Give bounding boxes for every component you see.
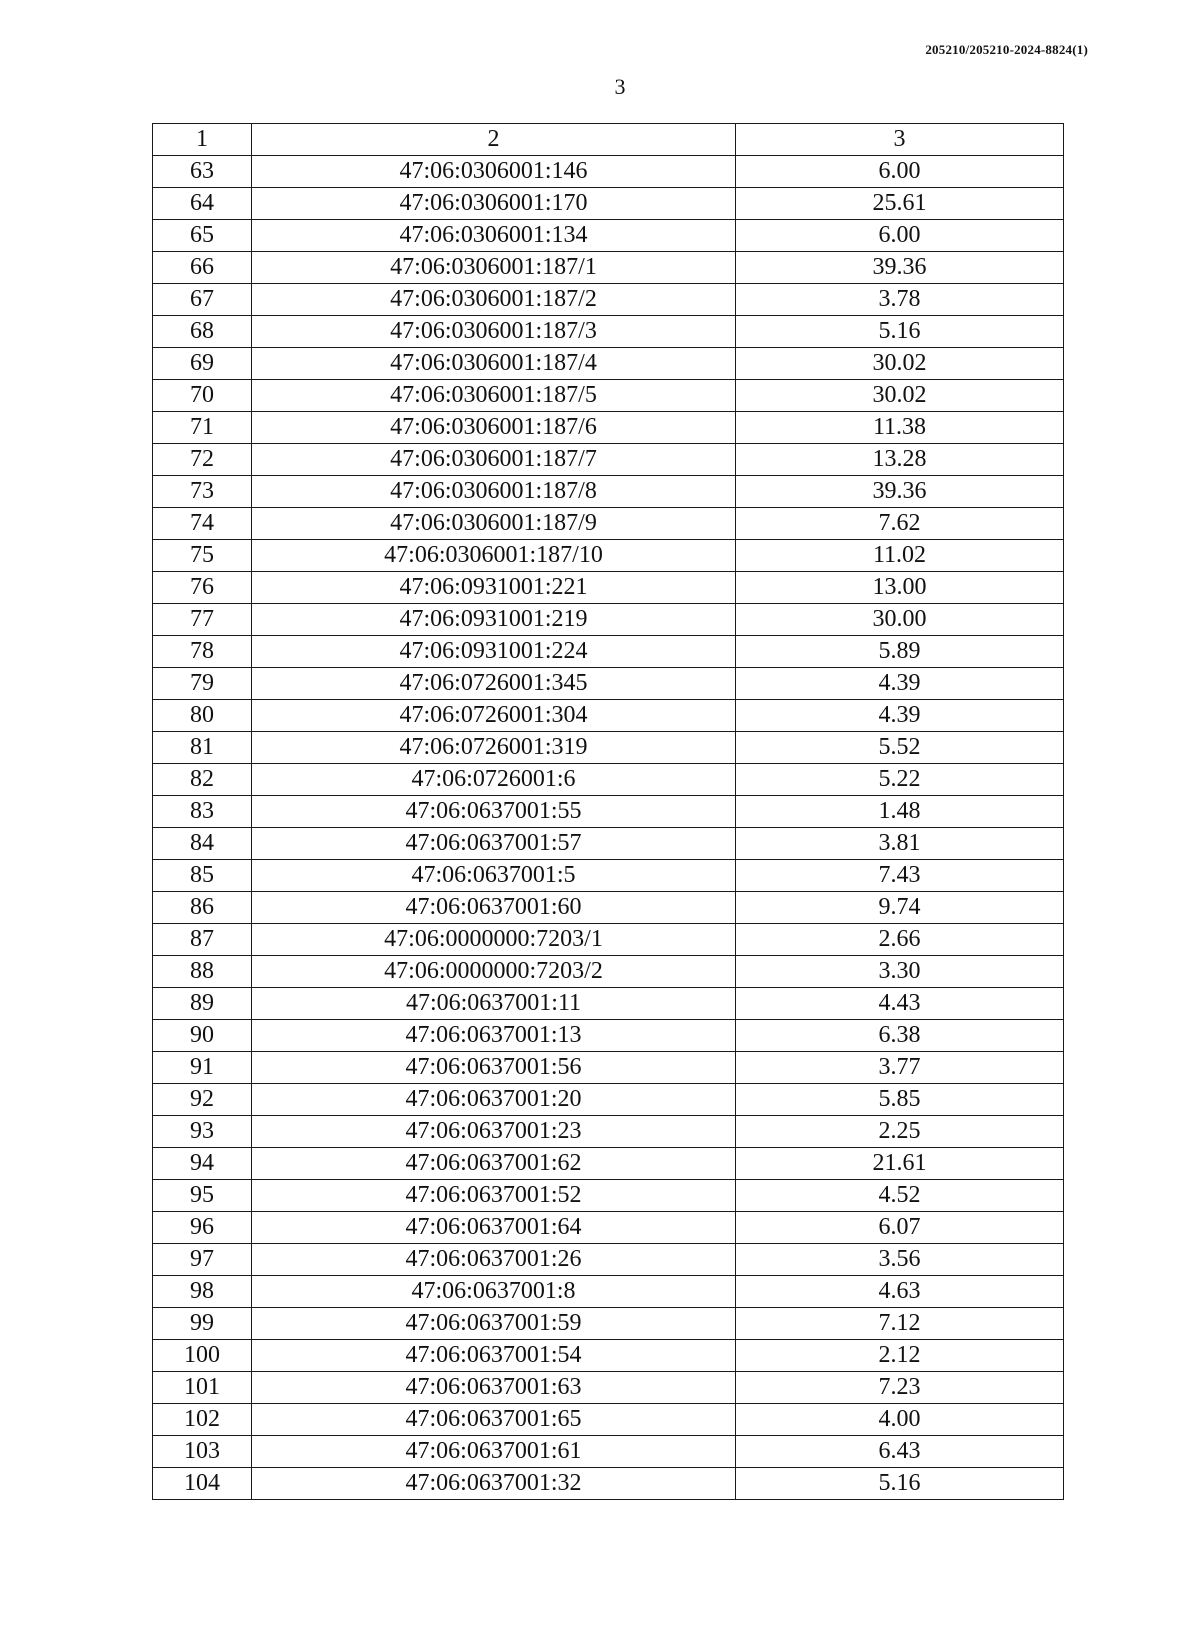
value-cell: 5.89	[736, 636, 1064, 668]
value-cell: 1.48	[736, 796, 1064, 828]
value-cell: 3.56	[736, 1244, 1064, 1276]
cadastral-number-cell: 47:06:0306001:187/8	[252, 476, 736, 508]
value-cell: 30.02	[736, 348, 1064, 380]
value-cell: 7.62	[736, 508, 1064, 540]
table-row	[153, 796, 1064, 828]
column-header-1: 1	[153, 124, 252, 156]
table-row	[153, 956, 1064, 988]
value-cell: 2.12	[736, 1340, 1064, 1372]
value-cell: 7.43	[736, 860, 1064, 892]
row-number-cell: 75	[153, 540, 252, 572]
column-header-3: 3	[736, 124, 1064, 156]
cadastral-number-cell: 47:06:0637001:32	[252, 1468, 736, 1500]
cadastral-number-cell: 47:06:0637001:62	[252, 1148, 736, 1180]
table-row	[153, 572, 1064, 604]
table-row	[153, 764, 1064, 796]
row-number-cell: 91	[153, 1052, 252, 1084]
cadastral-number-cell: 47:06:0726001:6	[252, 764, 736, 796]
cadastral-number-cell: 47:06:0637001:8	[252, 1276, 736, 1308]
cadastral-number-cell: 47:06:0637001:64	[252, 1212, 736, 1244]
value-cell: 6.00	[736, 220, 1064, 252]
value-cell: 5.85	[736, 1084, 1064, 1116]
value-cell: 3.77	[736, 1052, 1064, 1084]
cadastral-number-cell: 47:06:0306001:187/1	[252, 252, 736, 284]
row-number-cell: 97	[153, 1244, 252, 1276]
cadastral-number-cell: 47:06:0637001:61	[252, 1436, 736, 1468]
value-cell: 4.39	[736, 668, 1064, 700]
cadastral-number-cell: 47:06:0306001:187/3	[252, 316, 736, 348]
row-number-cell: 83	[153, 796, 252, 828]
value-cell: 4.39	[736, 700, 1064, 732]
cadastral-number-cell: 47:06:0637001:11	[252, 988, 736, 1020]
row-number-cell: 65	[153, 220, 252, 252]
cadastral-number-cell: 47:06:0306001:187/2	[252, 284, 736, 316]
cadastral-number-cell: 47:06:0637001:23	[252, 1116, 736, 1148]
value-cell: 3.30	[736, 956, 1064, 988]
table-row	[153, 892, 1064, 924]
row-number-cell: 70	[153, 380, 252, 412]
table-row	[153, 1468, 1064, 1500]
value-cell: 11.38	[736, 412, 1064, 444]
row-number-cell: 98	[153, 1276, 252, 1308]
table-row	[153, 380, 1064, 412]
row-number-cell: 79	[153, 668, 252, 700]
value-cell: 4.00	[736, 1404, 1064, 1436]
cadastral-number-cell: 47:06:0637001:5	[252, 860, 736, 892]
table-row	[153, 444, 1064, 476]
table-row	[153, 188, 1064, 220]
cadastral-number-cell: 47:06:0637001:52	[252, 1180, 736, 1212]
value-cell: 30.02	[736, 380, 1064, 412]
value-cell: 30.00	[736, 604, 1064, 636]
cadastral-number-cell: 47:06:0637001:60	[252, 892, 736, 924]
value-cell: 13.00	[736, 572, 1064, 604]
value-cell: 6.38	[736, 1020, 1064, 1052]
row-number-cell: 77	[153, 604, 252, 636]
value-cell: 4.43	[736, 988, 1064, 1020]
cadastral-number-cell: 47:06:0637001:65	[252, 1404, 736, 1436]
row-number-cell: 92	[153, 1084, 252, 1116]
cadastral-number-cell: 47:06:0726001:304	[252, 700, 736, 732]
value-cell: 11.02	[736, 540, 1064, 572]
row-number-cell: 84	[153, 828, 252, 860]
cadastral-number-cell: 47:06:0637001:54	[252, 1340, 736, 1372]
row-number-cell: 94	[153, 1148, 252, 1180]
cadastral-number-cell: 47:06:0726001:319	[252, 732, 736, 764]
row-number-cell: 101	[153, 1372, 252, 1404]
row-number-cell: 78	[153, 636, 252, 668]
cadastral-number-cell: 47:06:0306001:146	[252, 156, 736, 188]
row-number-cell: 82	[153, 764, 252, 796]
table-row	[153, 508, 1064, 540]
row-number-cell: 68	[153, 316, 252, 348]
row-number-cell: 90	[153, 1020, 252, 1052]
row-number-cell: 81	[153, 732, 252, 764]
cadastral-number-cell: 47:06:0726001:345	[252, 668, 736, 700]
value-cell: 6.00	[736, 156, 1064, 188]
row-number-cell: 104	[153, 1468, 252, 1500]
cadastral-number-cell: 47:06:0306001:187/7	[252, 444, 736, 476]
table-row	[153, 412, 1064, 444]
table-row	[153, 1148, 1064, 1180]
row-number-cell: 93	[153, 1116, 252, 1148]
cadastral-number-cell: 47:06:0637001:26	[252, 1244, 736, 1276]
row-number-cell: 102	[153, 1404, 252, 1436]
value-cell: 25.61	[736, 188, 1064, 220]
cadastral-number-cell: 47:06:0931001:224	[252, 636, 736, 668]
value-cell: 5.22	[736, 764, 1064, 796]
table-row	[153, 1404, 1064, 1436]
row-number-cell: 85	[153, 860, 252, 892]
row-number-cell: 103	[153, 1436, 252, 1468]
value-cell: 3.81	[736, 828, 1064, 860]
row-number-cell: 87	[153, 924, 252, 956]
table-row	[153, 700, 1064, 732]
cadastral-number-cell: 47:06:0637001:20	[252, 1084, 736, 1116]
cadastral-number-cell: 47:06:0000000:7203/2	[252, 956, 736, 988]
value-cell: 5.16	[736, 1468, 1064, 1500]
table-row	[153, 828, 1064, 860]
cadastral-number-cell: 47:06:0306001:187/6	[252, 412, 736, 444]
cadastral-number-cell: 47:06:0931001:219	[252, 604, 736, 636]
row-number-cell: 71	[153, 412, 252, 444]
row-number-cell: 73	[153, 476, 252, 508]
table-row	[153, 476, 1064, 508]
row-number-cell: 76	[153, 572, 252, 604]
table-row	[153, 668, 1064, 700]
document-number: 205210/205210-2024-8824(1)	[925, 42, 1088, 57]
cadastral-number-cell: 47:06:0306001:187/5	[252, 380, 736, 412]
page-number: 3	[614, 74, 626, 99]
table-row	[153, 1020, 1064, 1052]
row-number-cell: 99	[153, 1308, 252, 1340]
value-cell: 4.63	[736, 1276, 1064, 1308]
table-row	[153, 1116, 1064, 1148]
value-cell: 13.28	[736, 444, 1064, 476]
row-number-cell: 86	[153, 892, 252, 924]
table-row	[153, 1276, 1064, 1308]
table-row	[153, 316, 1064, 348]
cadastral-number-cell: 47:06:0306001:170	[252, 188, 736, 220]
table-row	[153, 860, 1064, 892]
row-number-cell: 66	[153, 252, 252, 284]
table-row	[153, 1180, 1064, 1212]
row-number-cell: 95	[153, 1180, 252, 1212]
table-row	[153, 220, 1064, 252]
value-cell: 3.78	[736, 284, 1064, 316]
cadastral-number-cell: 47:06:0306001:134	[252, 220, 736, 252]
table-body	[153, 156, 1064, 1500]
table-row	[153, 732, 1064, 764]
value-cell: 39.36	[736, 476, 1064, 508]
row-number-cell: 100	[153, 1340, 252, 1372]
table-row	[153, 284, 1064, 316]
table-row	[153, 924, 1064, 956]
cadastral-number-cell: 47:06:0637001:57	[252, 828, 736, 860]
table-row	[153, 1340, 1064, 1372]
cadastral-number-cell: 47:06:0637001:13	[252, 1020, 736, 1052]
value-cell: 7.23	[736, 1372, 1064, 1404]
table-row	[153, 1244, 1064, 1276]
row-number-cell: 67	[153, 284, 252, 316]
value-cell: 39.36	[736, 252, 1064, 284]
table-row	[153, 1052, 1064, 1084]
row-number-cell: 63	[153, 156, 252, 188]
cadastral-number-cell: 47:06:0931001:221	[252, 572, 736, 604]
column-header-2: 2	[252, 124, 736, 156]
value-cell: 21.61	[736, 1148, 1064, 1180]
value-cell: 2.66	[736, 924, 1064, 956]
cadastral-number-cell: 47:06:0637001:55	[252, 796, 736, 828]
row-number-cell: 72	[153, 444, 252, 476]
row-number-cell: 64	[153, 188, 252, 220]
row-number-cell: 80	[153, 700, 252, 732]
table-row	[153, 1436, 1064, 1468]
row-number-cell: 69	[153, 348, 252, 380]
row-number-cell: 74	[153, 508, 252, 540]
value-cell: 5.52	[736, 732, 1064, 764]
value-cell: 5.16	[736, 316, 1064, 348]
table-row	[153, 1372, 1064, 1404]
row-number-cell: 96	[153, 1212, 252, 1244]
cadastral-number-cell: 47:06:0306001:187/4	[252, 348, 736, 380]
table-row	[153, 156, 1064, 188]
table-row	[153, 348, 1064, 380]
value-cell: 6.43	[736, 1436, 1064, 1468]
table-row	[153, 1084, 1064, 1116]
cadastral-number-cell: 47:06:0637001:59	[252, 1308, 736, 1340]
value-cell: 4.52	[736, 1180, 1064, 1212]
cadastral-number-cell: 47:06:0306001:187/10	[252, 540, 736, 572]
row-number-cell: 88	[153, 956, 252, 988]
row-number-cell: 89	[153, 988, 252, 1020]
table-row	[153, 1212, 1064, 1244]
land-plots-table	[152, 123, 1064, 1500]
cadastral-number-cell: 47:06:0306001:187/9	[252, 508, 736, 540]
table-row	[153, 988, 1064, 1020]
cadastral-number-cell: 47:06:0637001:56	[252, 1052, 736, 1084]
table-row	[153, 252, 1064, 284]
table-row	[153, 636, 1064, 668]
table-row	[153, 540, 1064, 572]
cadastral-number-cell: 47:06:0637001:63	[252, 1372, 736, 1404]
table-row	[153, 604, 1064, 636]
value-cell: 7.12	[736, 1308, 1064, 1340]
table-header-row	[153, 124, 1064, 156]
value-cell: 9.74	[736, 892, 1064, 924]
cadastral-number-cell: 47:06:0000000:7203/1	[252, 924, 736, 956]
value-cell: 2.25	[736, 1116, 1064, 1148]
table-row	[153, 1308, 1064, 1340]
value-cell: 6.07	[736, 1212, 1064, 1244]
